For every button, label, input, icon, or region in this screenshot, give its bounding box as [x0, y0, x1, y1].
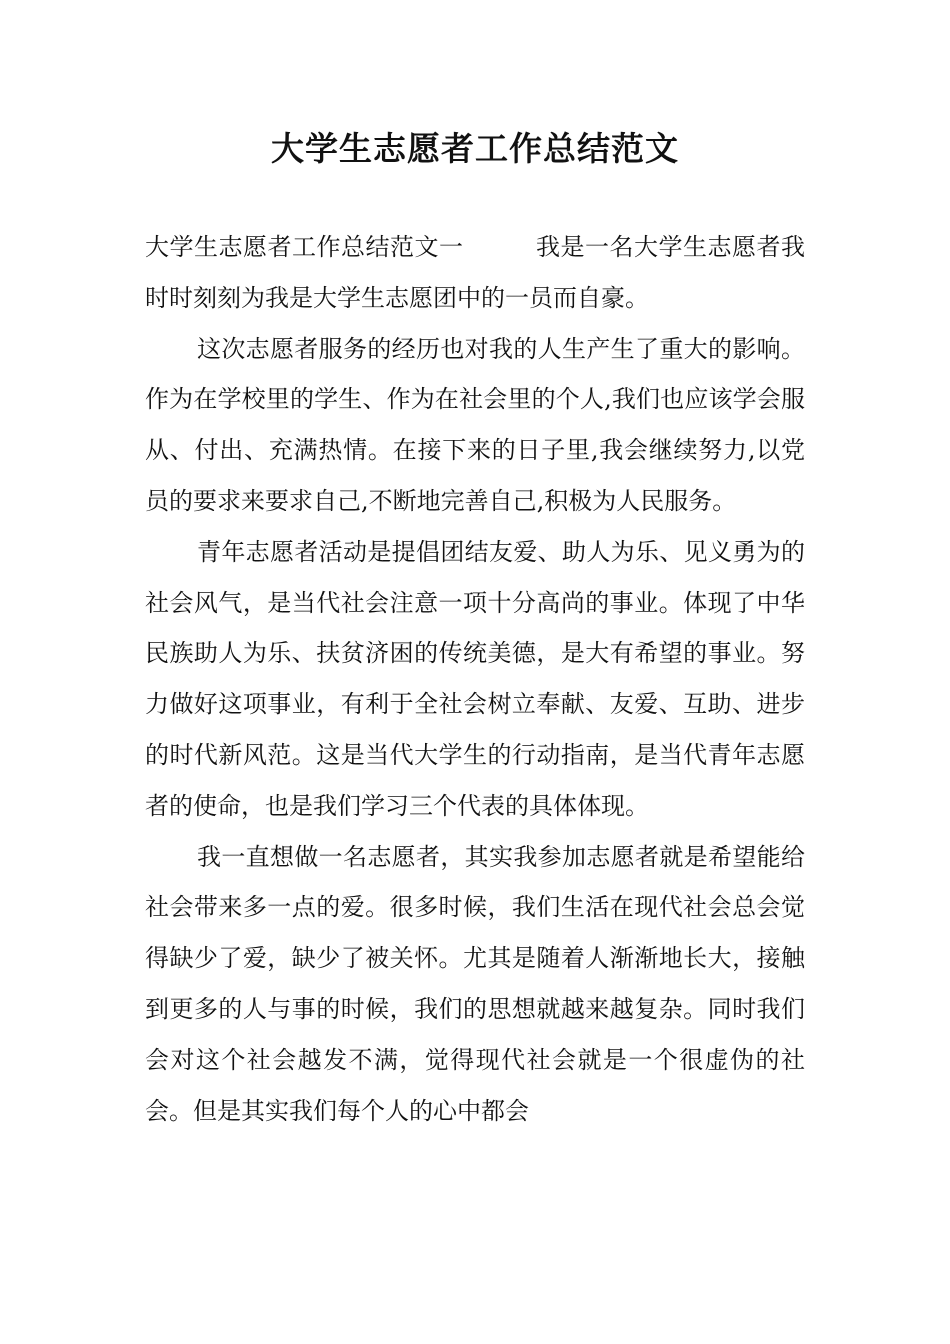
document-title: 大学生志愿者工作总结范文: [271, 129, 679, 168]
intro-text: 我是一名大学生志愿者我时时刻刻为我是大学生志愿团中的一员而自豪。: [145, 233, 805, 312]
paragraph-1: 这次志愿者服务的经历也对我的人生产生了重大的影响。作为在学校里的学生、作为在社会里的个人,我们也应该学会服从、付出、充满热情。在接下来的日子里,我会继续努力,以党员的要求来要求自己,不断地完善自己,积极为人民服务。: [145, 334, 805, 515]
intro-heading: 大学生志愿者工作总结范文一: [145, 233, 464, 261]
intro-paragraph: [145, 222, 805, 324]
document-body: [145, 222, 805, 1136]
paragraph-2: 青年志愿者活动是提倡团结友爱、助人为乐、见义勇为的社会风气，是当代社会注意一项十分高尚的事业。体现了中华民族助人为乐、扶贫济困的传统美德，是大有希望的事业。努力做好这项事业，有利于全社会树立奉献、友爱、互助、进步的时代新风范。这是当代大学生的行动指南，是当代青年志愿者的使命，也是我们学习三个代表的具体体现。: [145, 537, 805, 820]
paragraph-3: 我一直想做一名志愿者，其实我参加志愿者就是希望能给社会带来多一点的爱。很多时候，我们生活在现代社会总会觉得缺少了爱，缺少了被关怀。尤其是随着人渐渐地长大，接触到更多的人与事的时候，我们的思想就越来越复杂。同时我们会对这个社会越发不满，觉得现代社会就是一个很虚伪的社会。但是其实我们每个人的心中都会: [145, 842, 805, 1125]
